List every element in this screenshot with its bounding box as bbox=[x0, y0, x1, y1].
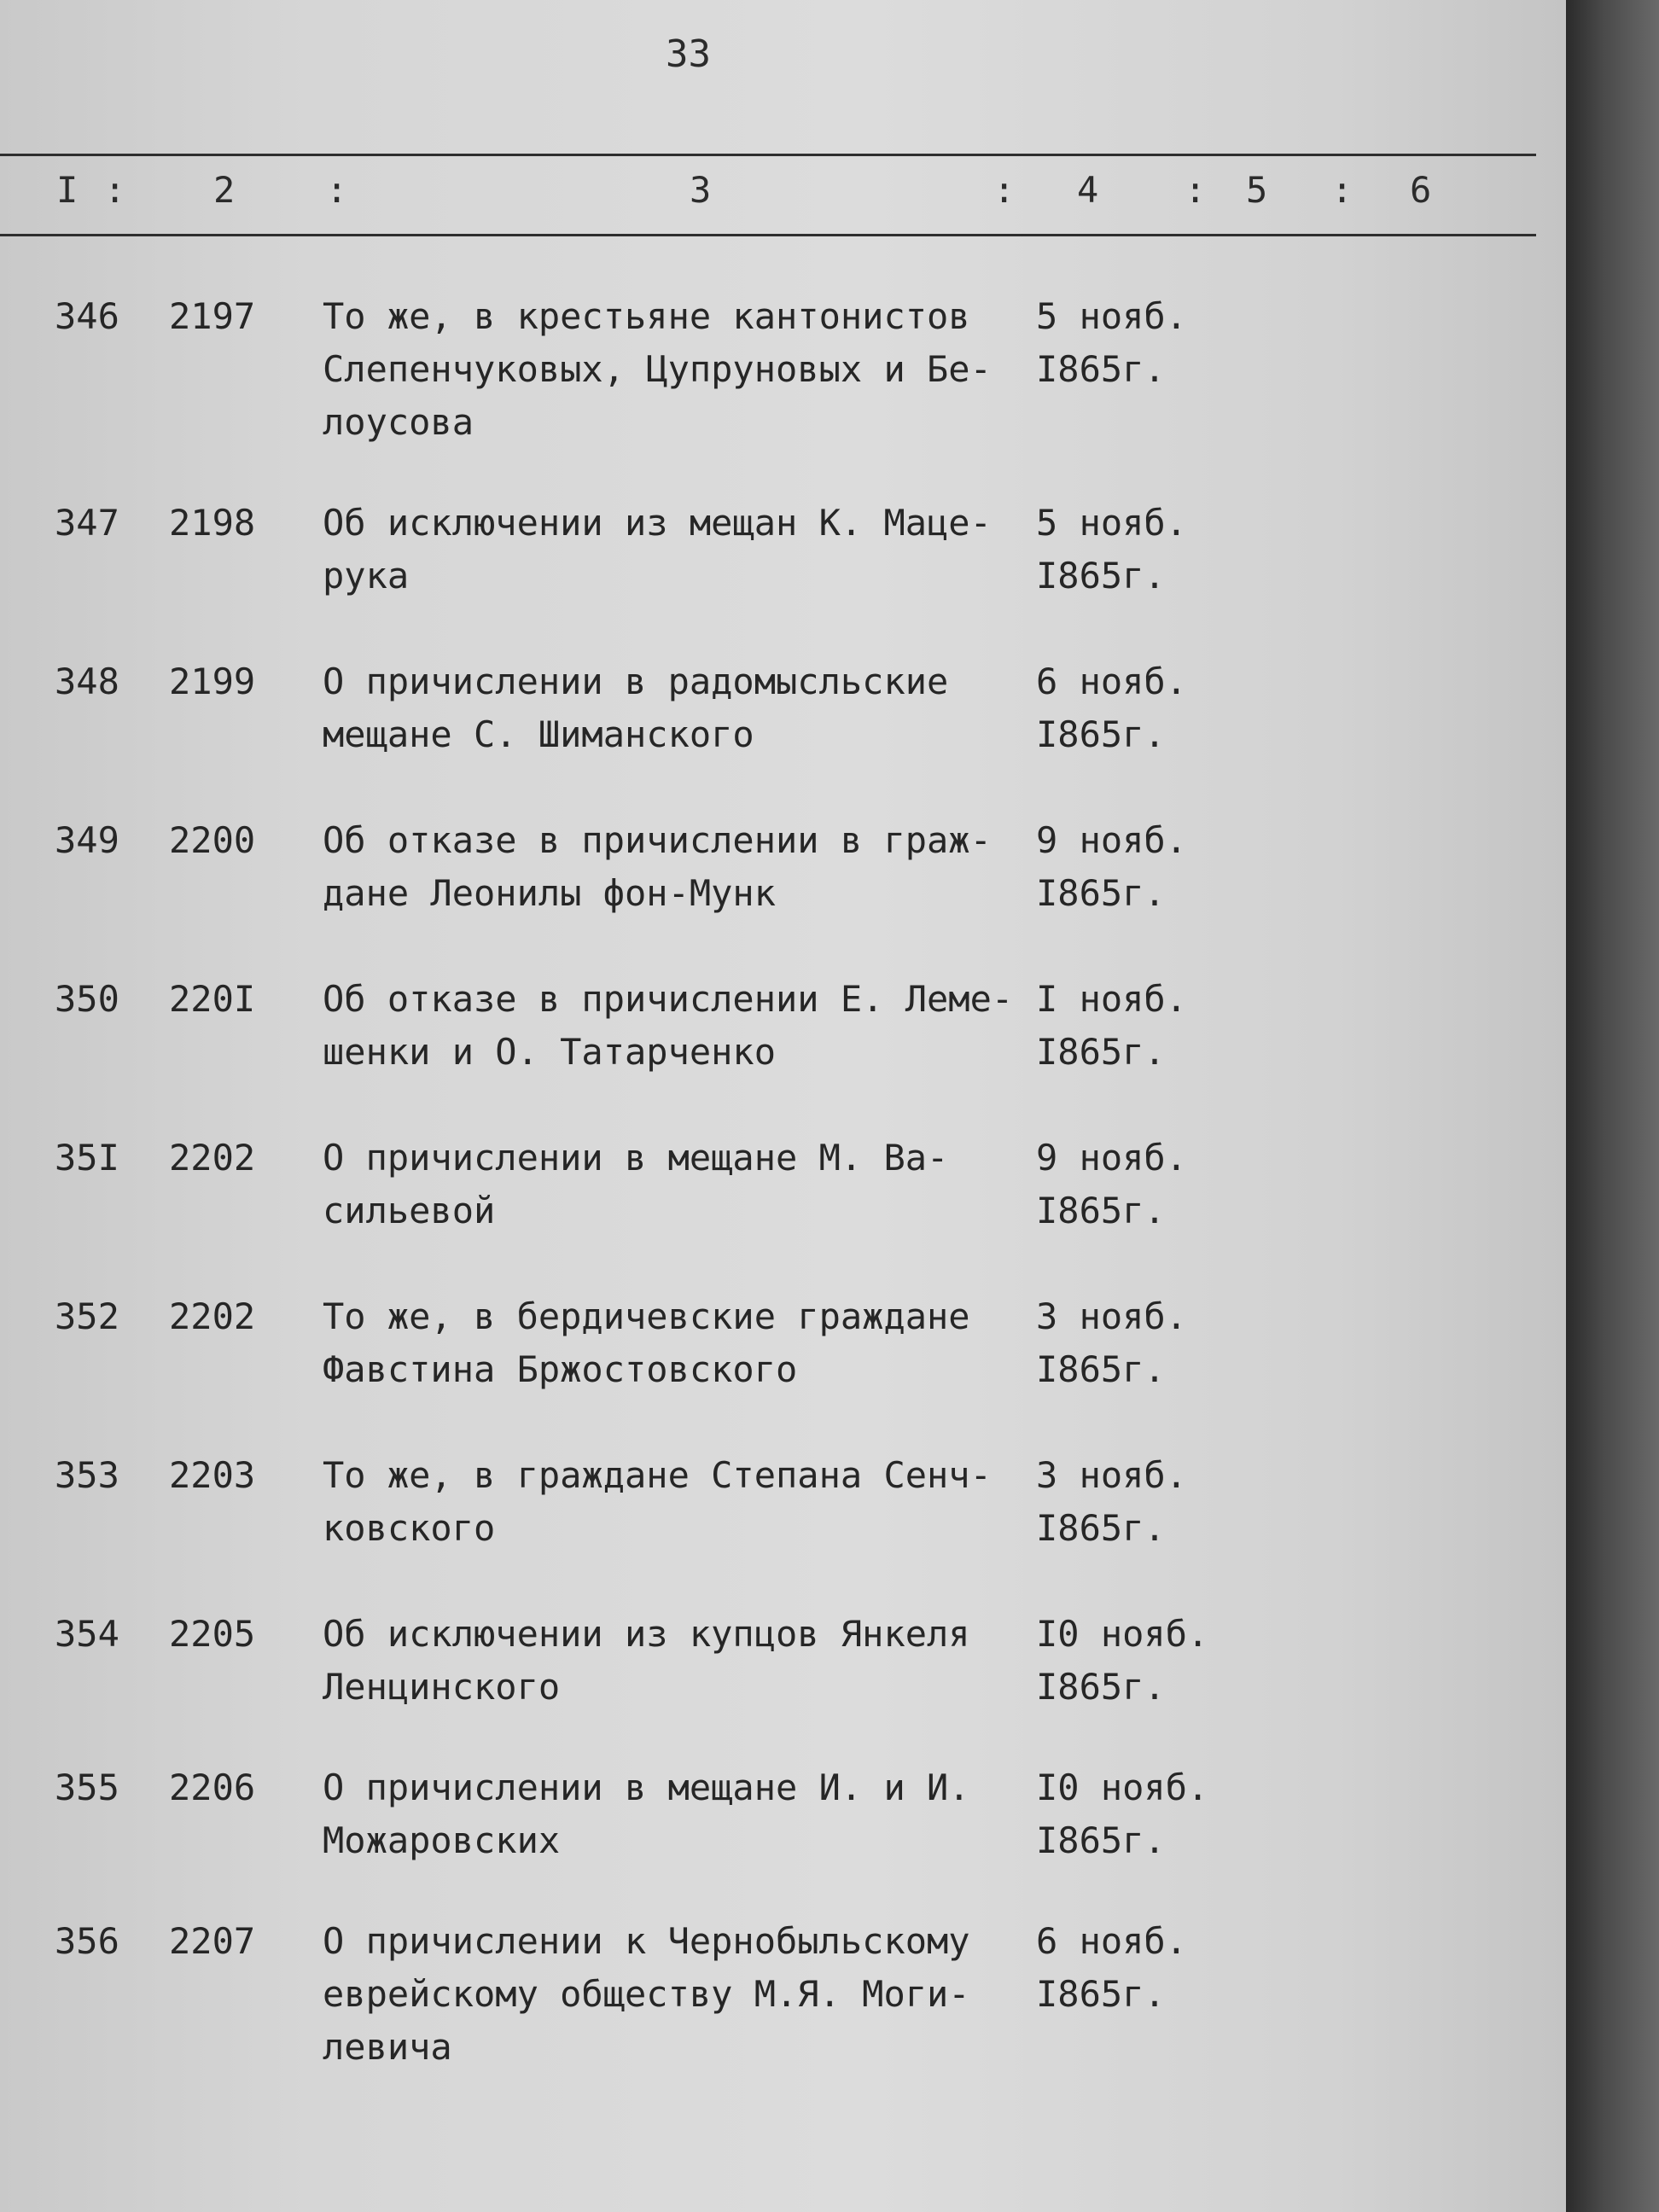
entry-date bbox=[1036, 1449, 1187, 1555]
entry-description bbox=[323, 1449, 992, 1555]
header-col-1: I bbox=[56, 169, 79, 211]
description-line: Об отказе в причислении в граж- bbox=[323, 819, 992, 861]
page-edge-shadow bbox=[1566, 0, 1659, 2212]
entry-date bbox=[1036, 1915, 1187, 2021]
entry-number: 356 bbox=[55, 1920, 119, 1962]
entry-date bbox=[1036, 655, 1187, 761]
description-line: сильевой bbox=[323, 1190, 496, 1231]
entry-file-number: 2202 bbox=[169, 1295, 256, 1337]
entry-file-number: 2198 bbox=[169, 502, 256, 544]
description-line: ковского bbox=[323, 1507, 496, 1549]
date-line: I865г. bbox=[1036, 1507, 1166, 1549]
description-line: левича bbox=[323, 2026, 452, 2068]
date-line: I865г. bbox=[1036, 872, 1166, 914]
description-line: О причислении к Чернобыльскому bbox=[323, 1920, 970, 1962]
entry-number: 349 bbox=[55, 819, 119, 861]
description-line: О причислении в мещане М. Ва- bbox=[323, 1137, 949, 1179]
header-col-5: 5 bbox=[1246, 169, 1268, 211]
description-line: еврейскому обществу М.Я. Моги- bbox=[323, 1973, 970, 2015]
entry-number: 346 bbox=[55, 295, 119, 337]
entry-description bbox=[323, 973, 1013, 1079]
entry-file-number: 220I bbox=[169, 978, 256, 1020]
entry-number: 353 bbox=[55, 1454, 119, 1496]
description-line: Об исключении из мещан К. Маце- bbox=[323, 502, 992, 544]
entry-file-number: 2202 bbox=[169, 1137, 256, 1179]
list-item bbox=[0, 1761, 1536, 1898]
header-separator: : bbox=[993, 169, 1016, 211]
date-line: 9 нояб. bbox=[1036, 1137, 1188, 1179]
list-item bbox=[0, 497, 1536, 633]
entry-date bbox=[1036, 1608, 1208, 1714]
entry-description bbox=[323, 290, 992, 449]
date-line: I865г. bbox=[1036, 713, 1166, 755]
header-col-2: 2 bbox=[213, 169, 236, 211]
entry-file-number: 2197 bbox=[169, 295, 256, 337]
entry-number: 35I bbox=[55, 1137, 119, 1179]
list-item bbox=[0, 1449, 1536, 1586]
header-separator: : bbox=[1185, 169, 1207, 211]
entry-date bbox=[1036, 973, 1187, 1079]
header-separator: : bbox=[326, 169, 348, 211]
date-line: I865г. bbox=[1036, 1348, 1166, 1390]
description-line: О причислении в радомысльские bbox=[323, 661, 949, 702]
entry-description bbox=[323, 1915, 970, 2074]
list-item bbox=[0, 814, 1536, 951]
entry-date bbox=[1036, 497, 1187, 602]
description-line: Можаровских bbox=[323, 1819, 561, 1861]
entry-description bbox=[323, 1132, 948, 1237]
date-line: 6 нояб. bbox=[1036, 661, 1188, 702]
entry-date bbox=[1036, 1290, 1187, 1396]
entry-description bbox=[323, 655, 948, 761]
entry-description bbox=[323, 1761, 970, 1867]
description-line: лоусова bbox=[323, 401, 474, 443]
description-line: То же, в граждане Степана Сенч- bbox=[323, 1454, 992, 1496]
date-line: I нояб. bbox=[1036, 978, 1188, 1020]
header-col-6: 6 bbox=[1410, 169, 1432, 211]
description-line: Об отказе в причислении Е. Леме- bbox=[323, 978, 1014, 1020]
date-line: I865г. bbox=[1036, 1190, 1166, 1231]
header-col-3: 3 bbox=[690, 169, 712, 211]
entry-number: 348 bbox=[55, 661, 119, 702]
entry-file-number: 2205 bbox=[169, 1613, 256, 1655]
date-line: 5 нояб. bbox=[1036, 502, 1188, 544]
date-line: I865г. bbox=[1036, 1031, 1166, 1073]
date-line: 6 нояб. bbox=[1036, 1920, 1188, 1962]
entry-file-number: 2200 bbox=[169, 819, 256, 861]
entry-description bbox=[323, 1290, 970, 1396]
list-item bbox=[0, 290, 1536, 443]
date-line: I865г. bbox=[1036, 348, 1166, 390]
header-col-4: 4 bbox=[1077, 169, 1099, 211]
description-line: мещане С. Шиманского bbox=[323, 713, 754, 755]
entry-number: 352 bbox=[55, 1295, 119, 1337]
entry-description bbox=[323, 497, 992, 602]
entry-file-number: 2199 bbox=[169, 661, 256, 702]
entry-date bbox=[1036, 290, 1187, 396]
entry-number: 350 bbox=[55, 978, 119, 1020]
header-top-rule bbox=[0, 154, 1536, 156]
entry-description bbox=[323, 1608, 970, 1714]
description-line: То же, в крестьяне кантонистов bbox=[323, 295, 970, 337]
header-separator: : bbox=[1331, 169, 1353, 211]
list-item bbox=[0, 1290, 1536, 1427]
entry-date bbox=[1036, 814, 1187, 920]
date-line: 9 нояб. bbox=[1036, 819, 1188, 861]
description-line: дане Леонилы фон-Мунк bbox=[323, 872, 777, 914]
list-item bbox=[0, 655, 1536, 792]
date-line: 5 нояб. bbox=[1036, 295, 1188, 337]
date-line: I865г. bbox=[1036, 1973, 1166, 2015]
date-line: I865г. bbox=[1036, 1819, 1166, 1861]
entry-file-number: 2207 bbox=[169, 1920, 256, 1962]
description-line: рука bbox=[323, 555, 410, 597]
entry-date bbox=[1036, 1761, 1208, 1867]
date-line: 3 нояб. bbox=[1036, 1295, 1188, 1337]
entry-number: 354 bbox=[55, 1613, 119, 1655]
date-line: 3 нояб. bbox=[1036, 1454, 1188, 1496]
description-line: О причислении в мещане И. и И. bbox=[323, 1767, 970, 1808]
entry-number: 355 bbox=[55, 1767, 119, 1808]
date-line: I0 нояб. bbox=[1036, 1767, 1209, 1808]
header-separator: : bbox=[104, 169, 126, 211]
entry-file-number: 2203 bbox=[169, 1454, 256, 1496]
list-item bbox=[0, 1132, 1536, 1268]
date-line: I865г. bbox=[1036, 1666, 1166, 1708]
description-line: шенки и О. Татарченко bbox=[323, 1031, 777, 1073]
date-line: I865г. bbox=[1036, 555, 1166, 597]
entry-date bbox=[1036, 1132, 1187, 1237]
page-number: 33 bbox=[666, 32, 711, 76]
entry-description bbox=[323, 814, 992, 920]
description-line: Об исключении из купцов Янкеля bbox=[323, 1613, 970, 1655]
date-line: I0 нояб. bbox=[1036, 1613, 1209, 1655]
list-item bbox=[0, 1915, 1536, 2068]
entry-number: 347 bbox=[55, 502, 119, 544]
description-line: Фавстина Бржостовского bbox=[323, 1348, 798, 1390]
entry-file-number: 2206 bbox=[169, 1767, 256, 1808]
description-line: То же, в бердичевские граждане bbox=[323, 1295, 970, 1337]
description-line: Ленцинского bbox=[323, 1666, 561, 1708]
list-item bbox=[0, 1608, 1536, 1744]
list-item bbox=[0, 973, 1536, 1109]
description-line: Слепенчуковых, Цупруновых и Бе- bbox=[323, 348, 992, 390]
header-bottom-rule bbox=[0, 234, 1536, 236]
